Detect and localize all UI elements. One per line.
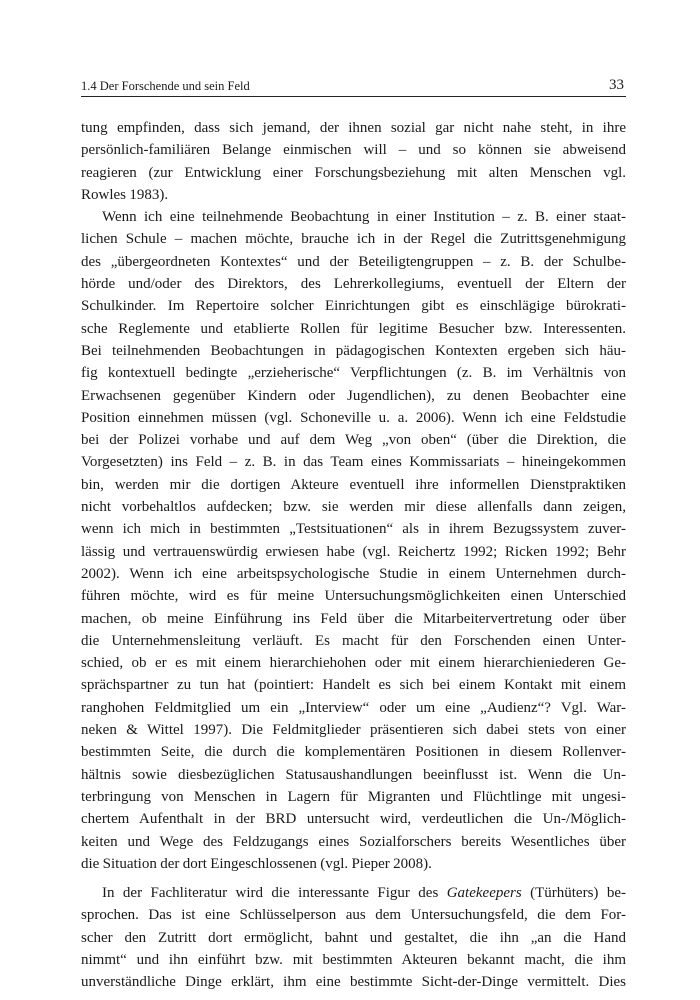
text-line: Rowles 1983). <box>81 186 169 203</box>
text-line: sprächspartner zu tun hat (pointiert: Handelt es sich bei einem Kontakt mit einem <box>81 677 626 694</box>
text-line: hältnis sowie diesbezüglichen Statusaushandlungen beeinflusst ist. Wenn die Un- <box>81 766 626 783</box>
paragraph-1 <box>81 117 626 206</box>
text-line: fig kontextuell bedingte „erzieherische“ Verpflichtungen (z. B. im Verhältnis von <box>81 365 626 382</box>
text-line: chertem Aufenthalt in der BRD untersucht wird, verdeutlichen die Un-/Möglich- <box>81 811 626 828</box>
text-line: terbringung von Menschen in Lagern für Migranten und Flüchtlinge mit ungesi- <box>81 788 626 805</box>
text-line: lässig und vertrauenswürdig erwiesen habe (vgl. Reichertz 1992; Ricken 1992; Behr <box>81 543 626 560</box>
text-line: reagieren (zur Entwicklung einer Forschungsbeziehung mit alten Menschen vgl. <box>81 164 626 181</box>
text-line: nimmt“ und ihn einführt bzw. mit bestimmten Akteuren bekannt macht, die ihm <box>81 951 626 968</box>
page-number: 33 <box>609 77 624 93</box>
text-line: tung empfinden, dass sich jemand, der ihnen sozial gar nicht nahe steht, in ihre <box>81 120 626 136</box>
text-line: machen, ob meine Einführung ins Feld über die Mitarbeitervertretung oder über <box>81 610 626 627</box>
text-line: bin, werden mir die dortigen Akteure eventuell ihre informellen Dienstpraktiken <box>81 476 626 493</box>
text-line: schied, ob er es mit einem hierarchiehohen oder mit einem hierarchieniederen Ge- <box>81 655 626 672</box>
text-line: Bei teilnehmenden Beobachtungen in pädagogischen Kontexten ergeben sich häu- <box>81 342 626 359</box>
text-line: scher den Zutritt dort ermöglicht, bahnt und gestaltet, die ihn „an die Hand <box>81 929 626 946</box>
paragraph-3 <box>81 882 626 993</box>
text-line: 2002). Wenn ich eine arbeitspsychologische Studie in einem Unternehmen durch- <box>81 565 626 582</box>
text-line: die Unternehmensleitung verläuft. Es macht für den Forschenden einen Unter- <box>81 632 626 649</box>
text-line: ranghohen Feldmitglied um ein „Interview“ oder um eine „Audienz“? Vgl. War- <box>81 699 626 716</box>
body-text <box>81 117 626 994</box>
text-line: wenn ich mich in bestimmten „Testsituationen“ als in ihrem Bezugssystem zuver- <box>81 521 626 538</box>
running-header <box>81 78 626 97</box>
text-line: lichen Schule – machen möchte, brauche ich in der Regel die Zutrittsgenehmigung <box>81 231 626 248</box>
text-line: Schulkinder. Im Repertoire solcher Einrichtungen gibt es einschlägige bürokrati- <box>81 298 626 315</box>
text-line: Position einnehmen müssen (vgl. Schoneville u. a. 2006). Wenn ich eine Feldstudie <box>81 409 626 426</box>
text-fragment: In der Fachliteratur wird die interessante Figur des <box>102 885 447 902</box>
text-line: des „übergeordneten Kontextes“ und der Beteiligtengruppen – z. B. der Schulbe- <box>81 253 626 270</box>
term-gatekeepers: Gatekeepers <box>446 885 522 902</box>
text-line: Wenn ich eine teilnehmende Beobachtung in einer Institution – z. B. einer staat- <box>102 209 626 226</box>
text-line: hörde und/oder des Direktors, des Lehrerkollegiums, eventuell der Eltern der <box>81 276 626 293</box>
text-line: Erwachsenen gegenüber Kindern oder Jugendlichen), zu denen Beobachter eine <box>81 387 626 404</box>
text-line: führen möchte, wird es für meine Untersuchungsmöglichkeiten einen Unterschied <box>81 588 626 605</box>
text-line: persönlich-familiären Belange einmischen will – und so können sie abweisend <box>81 142 626 159</box>
text-line: bestimmten Seite, die durch die komplementären Positionen in diesem Rollenver- <box>81 744 626 761</box>
paragraph-2 <box>81 206 626 875</box>
section-title: 1.4 Der Forschende und sein Feld <box>81 79 250 93</box>
text-line: neken & Wittel 1997). Die Feldmitglieder präsentieren sich dabei stets von einer <box>81 722 626 739</box>
text-line: bei der Polizei vorhabe und auf dem Weg „von oben“ (über die Direktion, die <box>81 432 626 449</box>
text-fragment: (Türhüters) be- <box>521 885 626 902</box>
text-line: Vorgesetzten) ins Feld – z. B. in das Team eines Kommissariats – hineingekommen <box>81 454 626 471</box>
text-line: keiten und Wege des Feldzugangs eines Sozialforschers bereits Wesentliches über <box>81 833 626 850</box>
text-line: nicht vorbehaltlos aufdecken; bzw. sie werden mir diese allenfalls dann zeigen, <box>81 499 626 516</box>
text-line: sche Reglemente und etablierte Rollen für legitime Besucher bzw. Interessenten. <box>81 320 626 337</box>
text-line: sprochen. Das ist eine Schlüsselperson aus dem Untersuchungsfeld, die dem For- <box>81 907 626 924</box>
text-line: unverständliche Dinge erklärt, ihm eine bestimmte Sicht-der-Dinge vermittelt. Dies <box>81 974 626 991</box>
text-line <box>81 882 626 904</box>
text-line: die Situation der dort Eingeschlossenen (vgl. Pieper 2008). <box>81 855 432 872</box>
